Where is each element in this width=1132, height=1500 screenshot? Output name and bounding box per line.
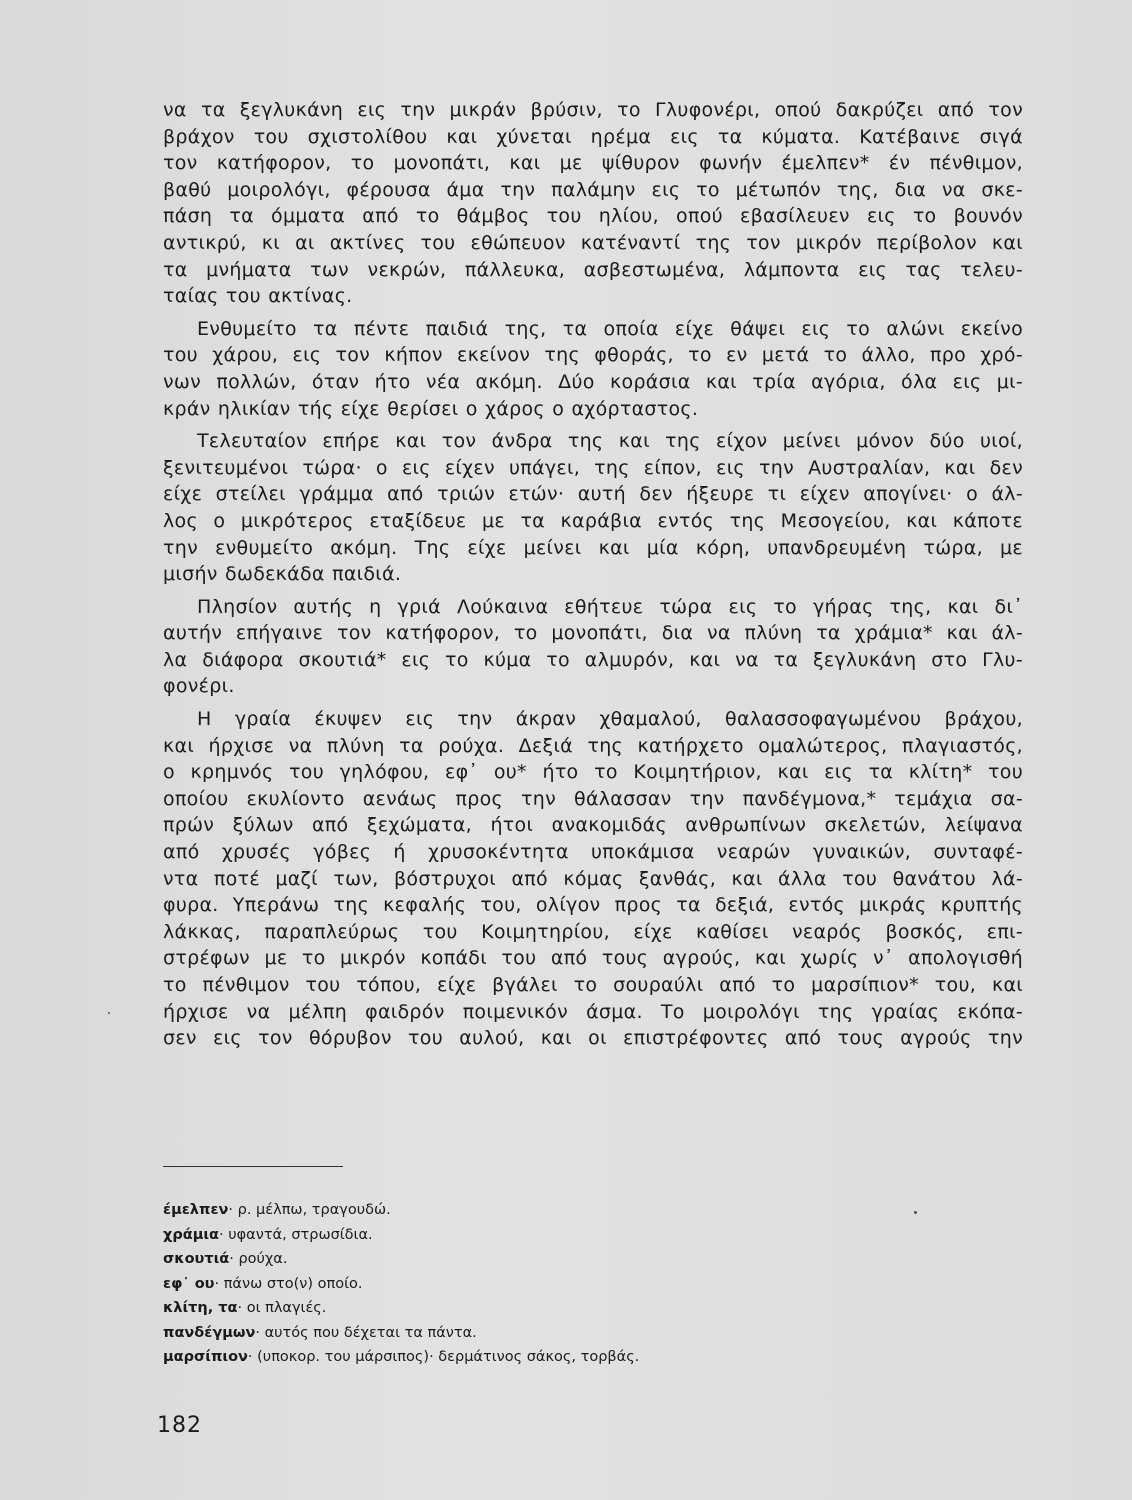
text-line: Ενθυμείτο τα πέντε παιδιά της, τα οποία είχε θάψει εις το αλώνι εκείνο: [197, 317, 1023, 340]
page-number: 182: [157, 1413, 202, 1438]
text-line: ταίας του ακτίνας.: [163, 285, 353, 308]
text-line: φυρα. Υπεράνω της κεφαλής του, ολίγον προς τα δεξιά, εντός μικράς κρυπτής: [163, 894, 1023, 917]
footnote: χράμια· υφαντά, στρωσίδια.: [163, 1226, 373, 1243]
footnote-term: εφ᾽ ου: [163, 1275, 215, 1292]
footnote-term: έμελπεν: [163, 1202, 229, 1218]
text-line: ο κρημνός του γηλόφου, εφ᾽ ου* ήτο το Κοιμητήριον, και εις τα κλίτη* του: [163, 761, 1023, 784]
paragraph: [163, 594, 1023, 700]
footnote-term: χράμια: [163, 1226, 219, 1243]
body-text: [163, 97, 1023, 1058]
text-line: την ενθυμείτο ακόμη. Της είχε μείνει και μία κόρη, υπανδρευμένη τώρα, με: [163, 536, 1023, 559]
text-line: ξενιτευμένοι τώρα· ο εις είχεν υπάγει, της είπον, εις την Αυστραλίαν, και δεν: [163, 456, 1023, 479]
text-line: να τα ξεγλυκάνη εις την μικράν βρύσιν, το Γλυφονέρι, οπού δακρύζει από τον: [163, 99, 1023, 121]
footnote-definition: (υποκορ. του μάρσιπος)· δερμάτινος σάκος, τορβάς.: [257, 1349, 640, 1365]
text-line: τα μνήματα των νεκρών, πάλλευκα, ασβεστωμένα, λάμποντα εις τας τελευ-: [163, 258, 1023, 281]
text-line: σεν εις τον θόρυβον του αυλού, και οι επιστρέφοντες από τους αγρούς την: [163, 1027, 1023, 1050]
text-line: αυτήν επήγαινε τον κατήφορον, το μονοπάτι, δια να πλύνη τα χράμια* και άλ-: [163, 622, 1023, 645]
text-line: Τελευταίον επήρε και τον άνδρα της και της είχον μείνει μόνον δύο υιοί,: [197, 430, 1023, 453]
footnote-term: σκουτιά: [163, 1251, 230, 1267]
text-line: στρέφων με το μικρόν κοπάδι του από τους αγρούς, και χωρίς ν᾽ απολογισθή: [163, 947, 1023, 970]
text-line: βαθύ μοιρολόγι, φέρουσα άμα την παλάμην εις το μέτωπόν της, δια να σκε-: [163, 178, 1023, 201]
footnote-term: μαρσίπιον: [163, 1349, 248, 1365]
text-line: Η γραία έκυψεν εις την άκραν χθαμαλού, θαλασσοφαγωμένου βράχου,: [197, 708, 1023, 731]
text-line: κράν ηλικίαν τής είχε θερίσει ο χάρος ο αχόρταστος.: [163, 397, 699, 420]
footnote-definition: ρ. μέλπω, τραγουδώ.: [237, 1202, 391, 1218]
scan-speck: [914, 1211, 917, 1214]
footnote-term: κλίτη, τα: [163, 1300, 238, 1316]
paragraph: [163, 428, 1023, 588]
footnote-definition: ρούχα.: [238, 1251, 288, 1267]
footnote: πανδέγμων· αυτός που δέχεται τα πάντα.: [163, 1324, 477, 1341]
footnote-term: πανδέγμων: [163, 1324, 256, 1341]
text-line: από χρυσές γόβες ή χρυσοκέντητα υποκάμισα νεαρών γυναικών, συνταφέ-: [163, 841, 1023, 864]
footnote: εφ᾽ ου· πάνω στο(ν) οποίο.: [163, 1275, 363, 1292]
text-line: είχε στείλει γράμμα από τριών ετών· αυτή δεν ήξευρε τι είχεν απογίνει· ο άλ-: [163, 483, 1023, 506]
footnote-definition: υφαντά, στρωσίδια.: [228, 1226, 373, 1243]
text-line: και ήρχισε να πλύνη τα ρούχα. Δεξιά της κατήρχετο ομαλώτερος, πλαγιαστός,: [163, 734, 1023, 757]
footnote-definition: πάνω στο(ν) οποίο.: [223, 1275, 363, 1292]
text-line: ντα ποτέ μαζί των, βόστρυχοι από κόμας ξανθάς, και άλλα του θανάτου λά-: [163, 867, 1023, 890]
paragraph: [163, 316, 1023, 422]
text-line: πάση τα όμματα από το θάμβος του ηλίου, οπού εβασίλευεν εις το βουνόν: [163, 205, 1023, 228]
paragraph: [163, 97, 1023, 310]
footnote: έμελπεν· ρ. μέλπω, τραγουδώ.: [163, 1202, 391, 1218]
footnote-definition: οι πλαγιές.: [246, 1300, 327, 1316]
scan-speck: [108, 1012, 110, 1014]
footnote-divider: [163, 1166, 343, 1167]
footnote: κλίτη, τα· οι πλαγιές.: [163, 1300, 327, 1316]
text-line: νων πολλών, όταν ήτο νέα ακόμη. Δύο κοράσια και τρία αγόρια, όλα εις μι-: [163, 370, 1023, 393]
footnote: σκουτιά· ρούχα.: [163, 1251, 288, 1267]
text-line: ήρχισε να μέλπη φαιδρόν ποιμενικόν άσμα. Το μοιρολόγι της γραίας εκόπα-: [163, 1000, 1023, 1023]
footnote: μαρσίπιον· (υποκορ. του μάρσιπος)· δερμάτινος σάκος, τορβάς.: [163, 1349, 640, 1365]
text-line: λος ο μικρότερος εταξίδευε με τα καράβια εντός της Μεσογείου, και κάποτε: [163, 509, 1023, 532]
text-line: τον κατήφορον, το μονοπάτι, και με ψίθυρον φωνήν έμελπεν* έν πένθιμον,: [163, 152, 1023, 175]
text-line: Πλησίον αυτής η γριά Λούκαινα εθήτευε τώρα εις το γήρας της, και δι᾽: [197, 595, 1023, 618]
text-line: πρών ξύλων από ξεχώματα, ήτοι ανακομιδάς ανθρωπίνων σκελετών, λείψανα: [163, 814, 1023, 837]
footnotes: [163, 1198, 863, 1370]
text-line: λα διάφορα σκουτιά* εις το κύμα το αλμυρόν, και να τα ξεγλυκάνη στο Γλυ-: [163, 648, 1023, 671]
text-line: φονέρι.: [163, 675, 235, 698]
text-line: του χάρου, εις τον κήπον εκείνον της φθοράς, το εν μετά το άλλο, προ χρό-: [163, 344, 1023, 367]
text-line: οποίου εκυλίοντο αενάως προς την θάλασσαν την πανδέγμονα,* τεμάχια σα-: [163, 787, 1023, 810]
text-line: το πένθιμον του τόπου, είχε βγάλει το σουραύλι από το μαρσίπιον* του, και: [163, 974, 1023, 996]
footnote-definition: αυτός που δέχεται τα πάντα.: [264, 1324, 477, 1341]
text-line: λάκκας, παραπλεύρως του Κοιμητηρίου, είχε καθίσει νεαρός βοσκός, επι-: [163, 920, 1023, 943]
text-line: βράχον του σχιστολίθου και χύνεται ηρέμα εις τα κύματα. Κατέβαινε σιγά: [163, 125, 1023, 148]
text-line: μισήν δωδεκάδα παιδιά.: [163, 563, 402, 586]
paragraph: [163, 706, 1023, 1052]
text-line: αντικρύ, κι αι ακτίνες του εθώπευον κατέναντί της τον μικρόν περίβολον και: [163, 231, 1023, 254]
